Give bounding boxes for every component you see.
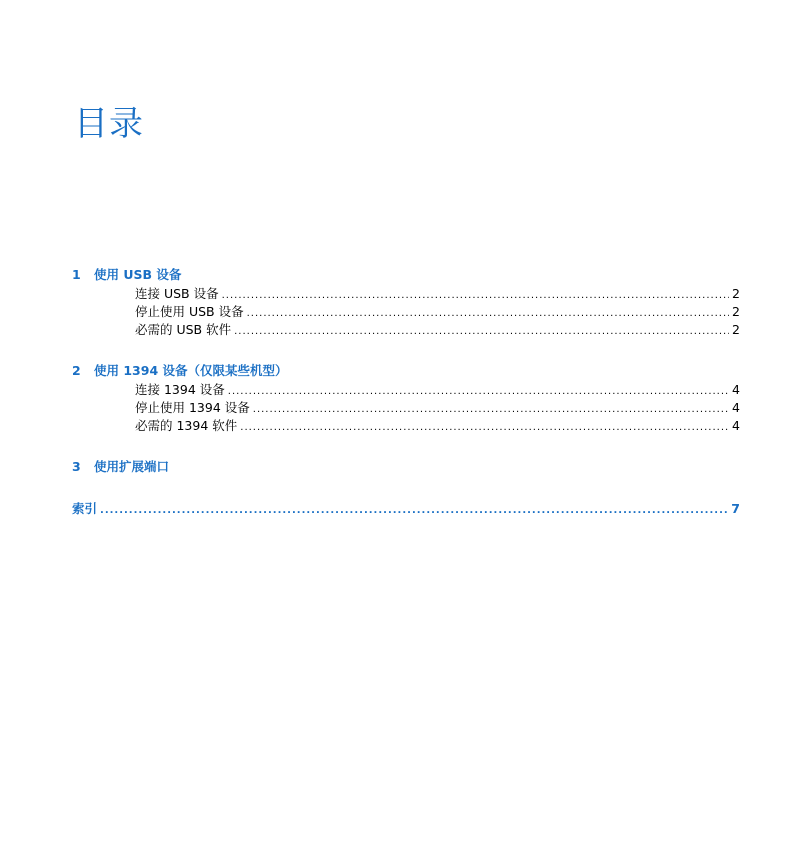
toc-entry-page: 4: [732, 382, 740, 397]
dot-leader: [100, 505, 728, 516]
chapter-1-heading[interactable]: [72, 265, 740, 284]
chapter-1: [72, 265, 740, 338]
toc-entry-page: 2: [732, 304, 740, 319]
toc-entry[interactable]: [135, 380, 740, 398]
toc-entry[interactable]: [135, 284, 740, 302]
index-page: 7: [731, 501, 740, 516]
chapter-title: 使用 1394 设备（仅限某些机型）: [94, 363, 288, 378]
toc-entry-page: 4: [732, 418, 740, 433]
toc-entry-label: 停止使用 1394 设备: [135, 400, 250, 415]
toc-entry-page: 2: [732, 286, 740, 301]
table-of-contents: [72, 265, 740, 518]
toc-entry-label: 连接 1394 设备: [135, 382, 225, 397]
chapter-title: 使用扩展端口: [94, 459, 170, 474]
toc-entry-page: 4: [732, 400, 740, 415]
toc-entry[interactable]: [135, 398, 740, 416]
index-label: 索引: [72, 501, 98, 516]
page-title: 目录: [74, 103, 144, 144]
chapter-2: [72, 361, 740, 434]
toc-entry[interactable]: [135, 416, 740, 434]
chapter-number: 1: [72, 267, 81, 282]
toc-entry[interactable]: [135, 302, 740, 320]
dot-leader: [234, 326, 729, 337]
toc-entry[interactable]: [135, 320, 740, 338]
dot-leader: [228, 386, 729, 397]
index-entry[interactable]: [72, 499, 740, 518]
chapter-number: 3: [72, 459, 81, 474]
toc-entry-label: 停止使用 USB 设备: [135, 304, 244, 319]
chapter-3: [72, 457, 740, 476]
dot-leader: [240, 422, 729, 433]
chapter-3-heading[interactable]: [72, 457, 740, 476]
dot-leader: [222, 290, 729, 301]
toc-entry-label: 必需的 USB 软件: [135, 322, 232, 337]
toc-entry-label: 必需的 1394 软件: [135, 418, 238, 433]
toc-entry-label: 连接 USB 设备: [135, 286, 219, 301]
chapter-2-heading[interactable]: [72, 361, 740, 380]
chapter-title: 使用 USB 设备: [94, 267, 182, 282]
dot-leader: [253, 404, 729, 415]
dot-leader: [247, 308, 729, 319]
chapter-number: 2: [72, 363, 81, 378]
toc-entry-page: 2: [732, 322, 740, 337]
